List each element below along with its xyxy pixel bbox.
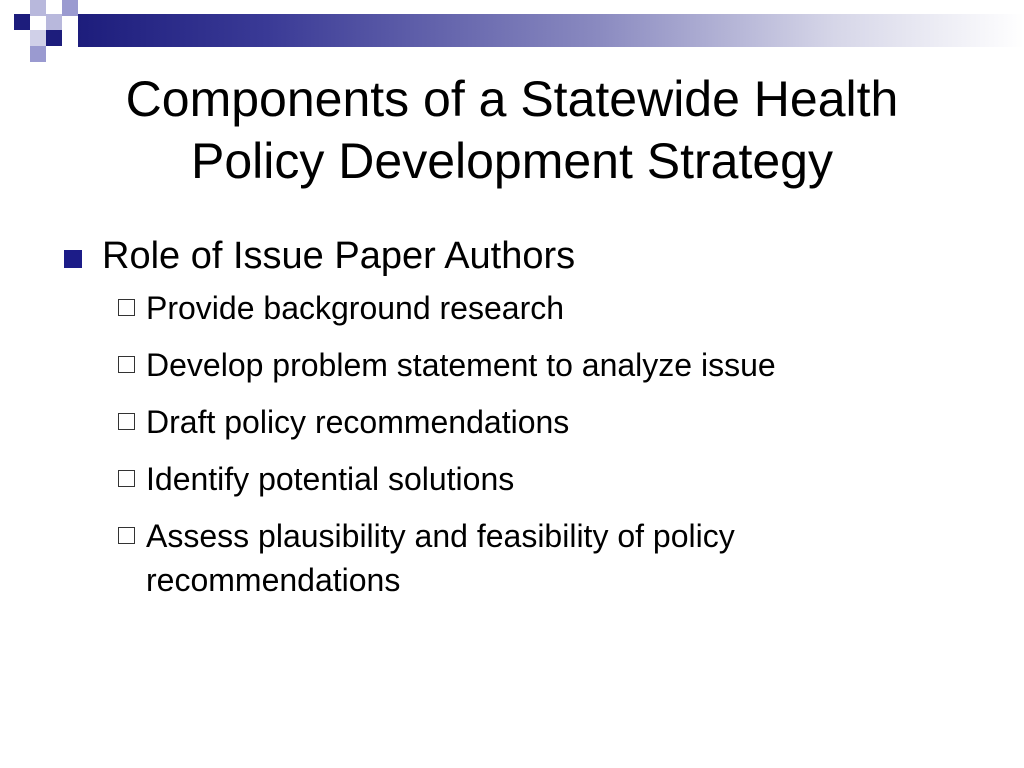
deco-square bbox=[14, 14, 30, 30]
list-item bbox=[62, 343, 982, 387]
hollow-square-bullet-icon bbox=[118, 470, 135, 487]
list-item-text: Assess plausibility and feasibility of policy recommendations bbox=[146, 518, 735, 598]
bullet-level1-text: Role of Issue Paper Authors bbox=[102, 235, 576, 277]
list-item-text: Provide background research bbox=[146, 290, 565, 326]
sub-bullet-list bbox=[62, 286, 982, 602]
list-item bbox=[62, 457, 982, 501]
list-item-text: Identify potential solutions bbox=[146, 461, 515, 497]
slide-title-line1: Components of a Statewide Health bbox=[125, 71, 899, 127]
header-gradient-bar bbox=[78, 14, 1024, 47]
list-item-text: Develop problem statement to analyze issue bbox=[146, 347, 776, 383]
deco-square bbox=[46, 14, 62, 30]
hollow-square-bullet-icon bbox=[118, 413, 135, 430]
square-bullet-icon bbox=[64, 250, 82, 268]
slide-title bbox=[40, 68, 984, 192]
slide-body bbox=[62, 230, 982, 615]
deco-square bbox=[62, 0, 78, 16]
hollow-square-bullet-icon bbox=[118, 356, 135, 373]
hollow-square-bullet-icon bbox=[118, 527, 135, 544]
deco-square bbox=[46, 30, 62, 46]
bullet-level1 bbox=[62, 230, 982, 282]
header-decoration bbox=[0, 0, 1024, 64]
hollow-square-bullet-icon bbox=[118, 299, 135, 316]
deco-square bbox=[30, 30, 46, 46]
list-item bbox=[62, 514, 982, 602]
list-item bbox=[62, 400, 982, 444]
list-item bbox=[62, 286, 982, 330]
deco-square bbox=[30, 0, 46, 16]
slide-title-line2: Policy Development Strategy bbox=[191, 133, 833, 189]
deco-square bbox=[30, 46, 46, 62]
list-item-text: Draft policy recommendations bbox=[146, 404, 570, 440]
